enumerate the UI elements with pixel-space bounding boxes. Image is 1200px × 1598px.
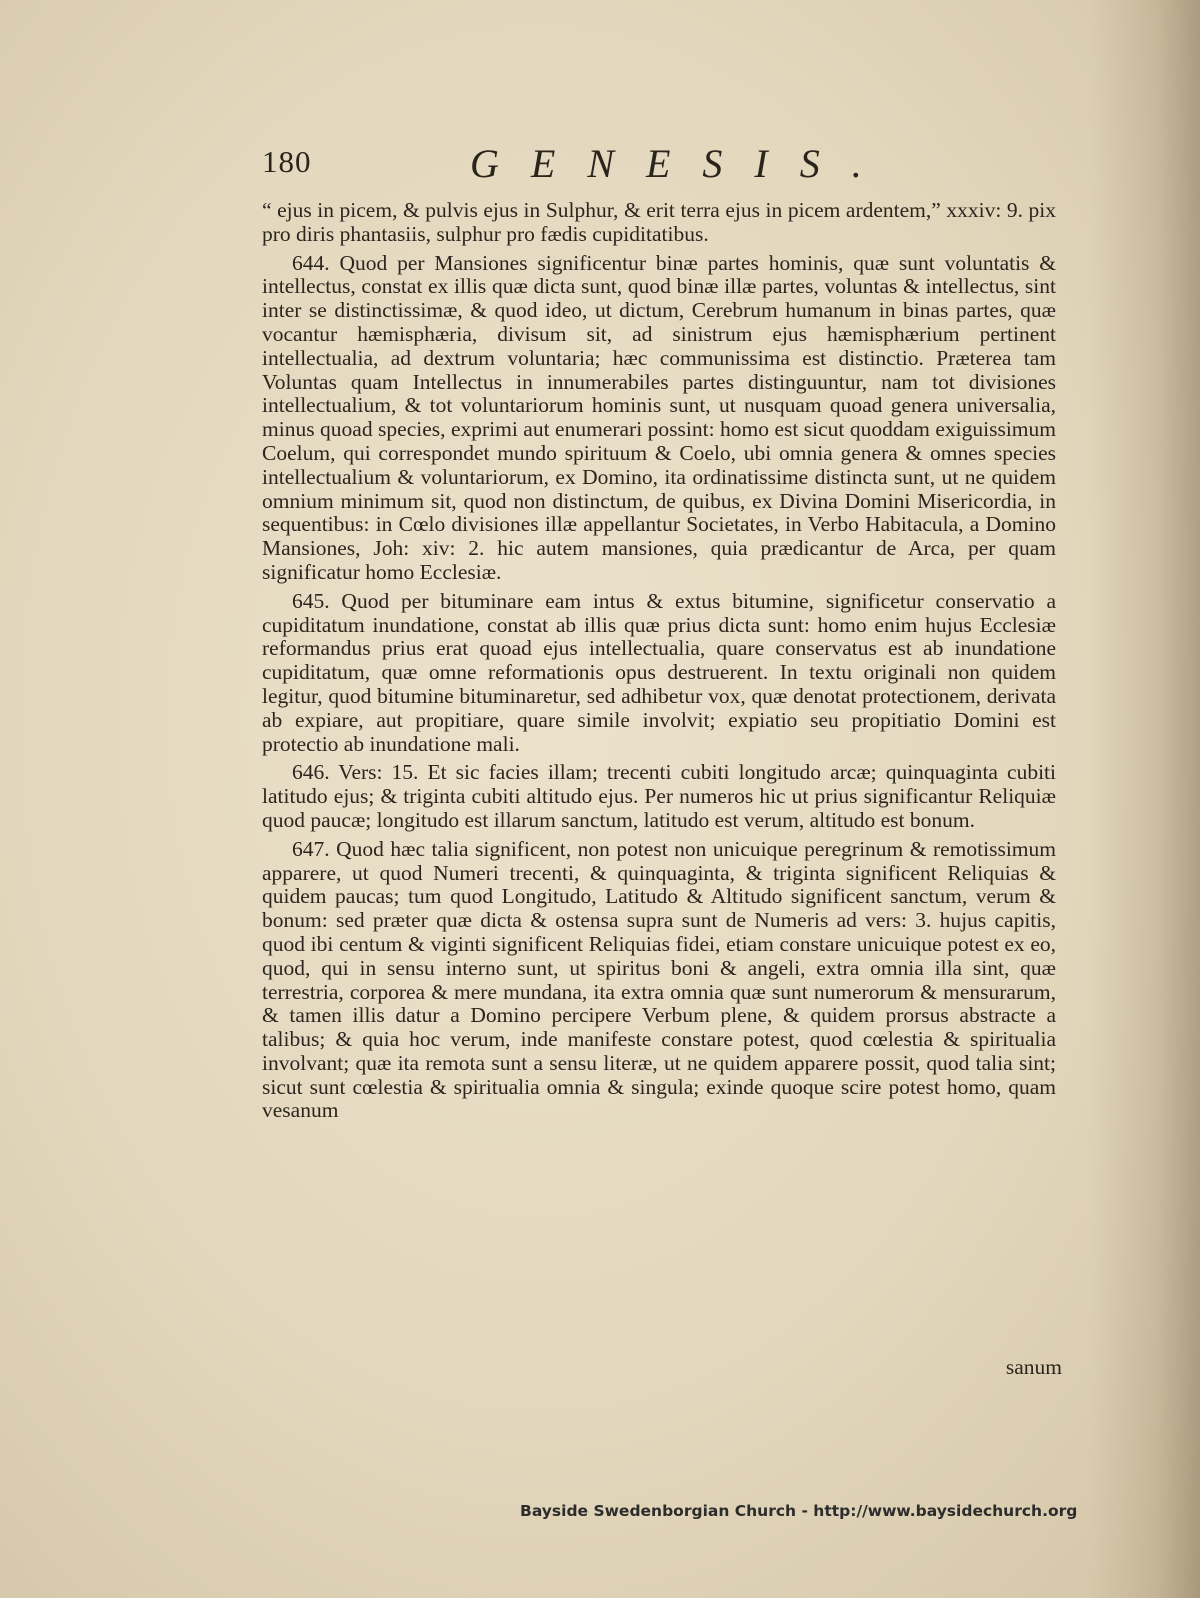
paragraph-continuation: “ ejus in picem, & pulvis ejus in Sulphur, & erit terra ejus in picem ardentem,” xxxiv: 9. pix pro diris phantasiis, sulphur pro fædis cupiditatibus. (262, 198, 1056, 246)
paragraph-646: 646. Vers: 15. Et sic facies illam; trecenti cubiti longitudo arcæ; quinquaginta cubiti latitudo ejus; & triginta cubiti altitudo ejus. Per numeros hic ut prius significantur Reliquiæ quod paucæ; longitudo est illarum sanctum, latitudo est verum, altitudo est bonum. (262, 760, 1056, 832)
paragraph-647: 647. Quod hæc talia significent, non potest non unicuique peregrinum & remotissimum apparere, ut quod Numeri trecenti, & quinquaginta, & triginta significent Reliquias & quidem paucas; tum quod Longitudo, Latitudo & Altitudo significent sanctum, verum & bonum: sed præter quæ dicta & ostensa supra sunt de Numeris ad vers: 3. hujus capitis, quod ibi centum & viginti significent Reliquias fidei, etiam constare unicuique potest ex eo, quod, qui in sensu interno sunt, ut spiritus boni & angeli, extra omnia illa sint, quæ terrestria, corporea & mere mundana, ita extra omnia quæ sunt numerorum & mensurarum, & tamen illis datur a Domino percipere Verbum plene, & quidem prorsus abstracte a talibus; & quia hoc verum, inde manifeste constare potest, quod cœlestia & spiritualia involvant; quæ ita remota sunt a sensu literæ, ut ne quidem apparere possit, quod talia sint; sicut sunt cœlestia & spiritualia omnia & singula; exinde quoque scire potest homo, quam vesanum (262, 836, 1056, 1123)
catchword: sanum (1005, 1355, 1062, 1379)
paragraph-645: 645. Quod per bituminare eam intus & extus bitumine, significetur conservatio a cupiditatum inundatione, constat ab illis quæ prius dicta sunt: homo enim hujus Ecclesiæ reformandus prius erat quoad ejus intellectualia, quare conservatus est ab inundatione cupiditatum, quæ omne reformationis opus destruerent. In textu originali non quidem legitur, quod bitumine bituminaretur, sed adhibetur vox, quæ denotat protectionem, derivata ab expiare, aut propitiare, quare simile involvit; expiatio seu propitiatio Domini est protectio ab inundatione mali. (262, 588, 1056, 756)
paragraph-644: 644. Quod per Mansiones significentur binæ partes hominis, quæ sunt voluntatis & intellectus, constat ex illis quæ dicta sunt, quod binæ illæ partes, voluntas & intellectus, sint inter se distinctissimæ, & quod ideo, ut dictum, Cerebrum humanum in binas partes, quæ vocantur hæmisphæria, divisum sit, ad sinistrum ejus hæmisphærium pertinent intellectualia, ad dextrum voluntaria; hæc communissima est distinctio. Præterea tam Voluntas quam Intellectus in innumerabiles partes distinguuntur, nam tot divisiones intellectualium, & tot voluntariorum hominis sunt, ut nusquam quoad genera universalia, minus quoad species, exprimi aut enumerari possint: homo est sicut quoddam exiguissimum Coelum, qui correspondet mundo spirituum & Coelo, ubi omnia genera & omnes species intellectualium & voluntariorum, ex Domino, ita ordinatissime distincta sunt, ut ne quidem omnium minimum sit, quod non distinctum, de quibus, ex Divina Domini Misericordia, in sequentibus: in Cœlo divisiones illæ appellantur Societates, in Verbo Habitacula, a Domino Mansiones, Joh: xiv: 2. hic autem mansiones, quia prædicantur de Arca, per quam significatur homo Ecclesiæ. (262, 250, 1056, 584)
page-header (262, 140, 1062, 190)
page-number: 180 (262, 144, 312, 179)
footer-credit: Bayside Swedenborgian Church - http://www.baysidechurch.org (520, 1502, 1078, 1520)
running-title: GENESIS. (470, 141, 894, 186)
body-text (262, 199, 1056, 1128)
page-gutter-shadow (1090, 0, 1200, 1598)
